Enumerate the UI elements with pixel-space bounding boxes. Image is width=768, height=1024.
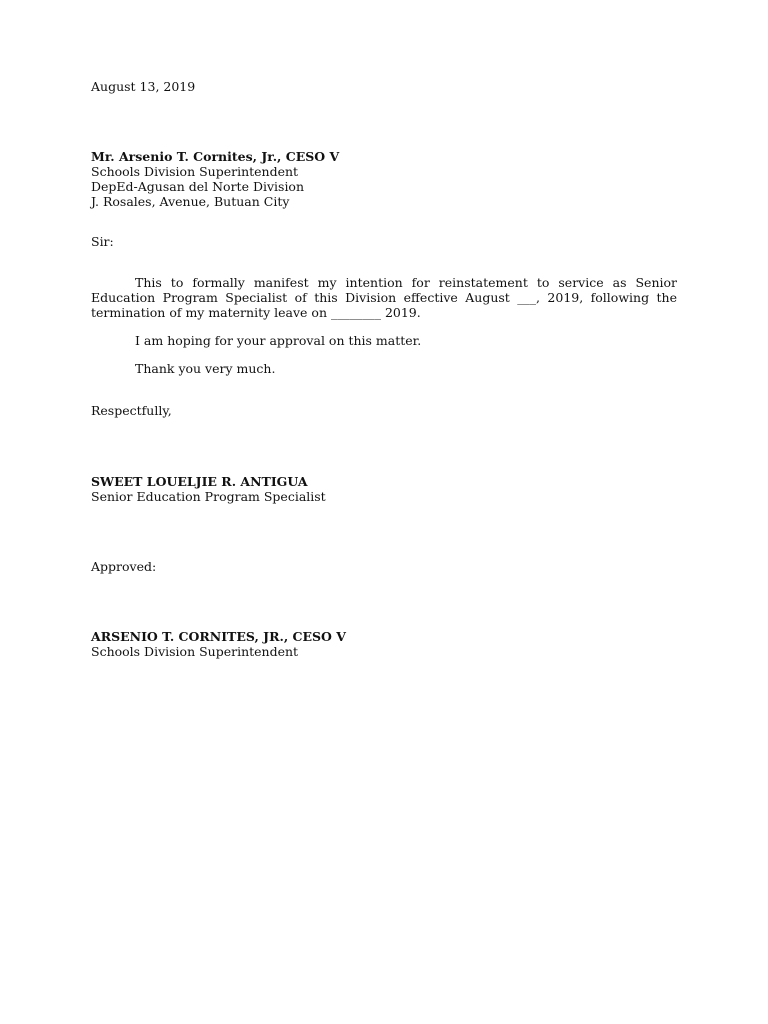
recipient-name: Mr. Arsenio T. Cornites, Jr., CESO V bbox=[91, 149, 340, 164]
recipient-title: Schools Division Superintendent bbox=[91, 164, 299, 179]
body-paragraph-1-block bbox=[91, 275, 677, 320]
letter-date-block bbox=[91, 79, 677, 94]
sender-block bbox=[91, 474, 677, 504]
approver-title: Schools Division Superintendent bbox=[91, 644, 299, 659]
sender-name: SWEET LOUELJIE R. ANTIGUA bbox=[91, 474, 308, 489]
body-paragraph-2-block bbox=[91, 333, 677, 348]
sender-title: Senior Education Program Specialist bbox=[91, 489, 326, 504]
recipient-address: J. Rosales, Avenue, Butuan City bbox=[91, 194, 290, 209]
recipient-office: DepEd-Agusan del Norte Division bbox=[91, 179, 305, 194]
approver-block bbox=[91, 629, 677, 659]
body-paragraph-2: I am hoping for your approval on this matter. bbox=[135, 333, 422, 348]
approval-label-block bbox=[91, 559, 677, 574]
salutation-block bbox=[91, 234, 677, 249]
closing: Respectfully, bbox=[91, 403, 172, 418]
salutation: Sir: bbox=[91, 234, 114, 249]
recipient-block bbox=[91, 149, 677, 209]
body-paragraph-3: Thank you very much. bbox=[135, 361, 276, 376]
body-paragraph-1: This to formally manifest my intention for reinstatement to service as Senior Education Program Specialist of this Division effective August ___, 2019, following the termination of my maternity leave on ________ 2019. bbox=[91, 275, 677, 320]
body-paragraph-3-block bbox=[91, 361, 677, 376]
closing-block bbox=[91, 403, 677, 418]
approver-name: ARSENIO T. CORNITES, JR., CESO V bbox=[91, 629, 346, 644]
approval-label: Approved: bbox=[91, 559, 157, 574]
letter-date: August 13, 2019 bbox=[91, 79, 196, 94]
